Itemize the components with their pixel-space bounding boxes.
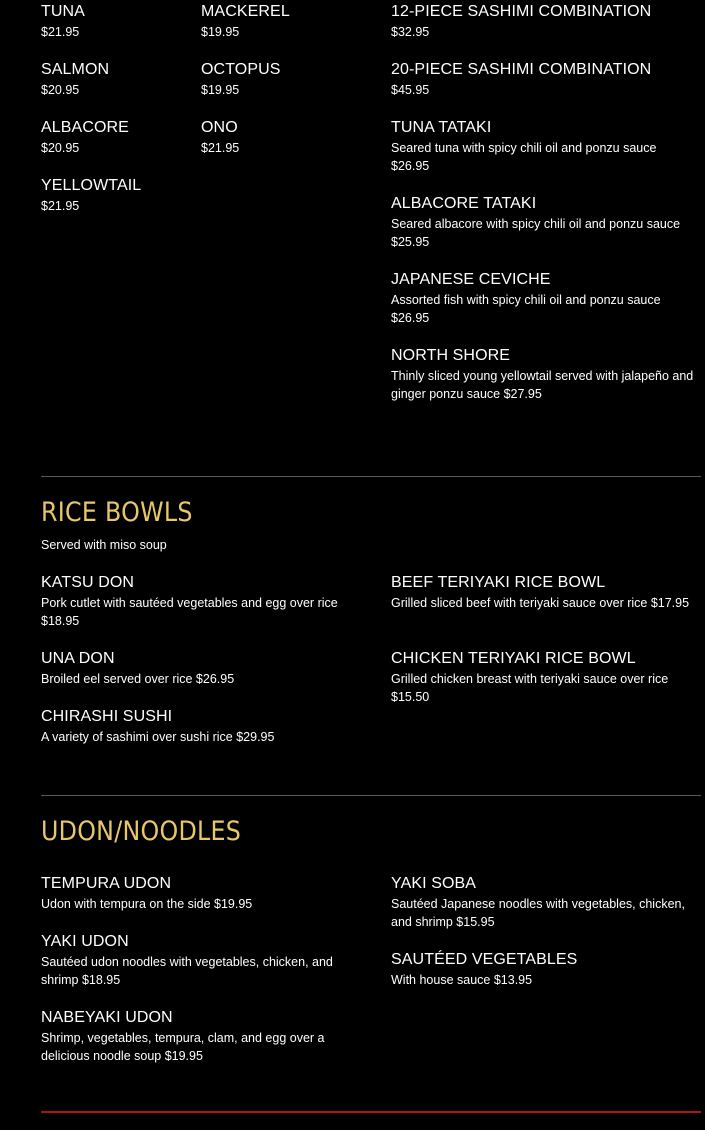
item-name: 12-PIECE SASHIMI COMBINATION	[391, 3, 652, 20]
item-description: Sautéed udon noodles with vegetables, chicken, and shrimp $18.95	[41, 955, 333, 987]
item-price: $19.95	[201, 25, 240, 39]
menu-item-albacore	[41, 118, 129, 157]
item-price: $19.95	[201, 83, 240, 97]
menu-item-mackerel	[201, 2, 290, 41]
item-name: TUNA	[41, 3, 85, 20]
item-name: YELLOWTAIL	[41, 177, 142, 194]
item-description: Udon with tempura on the side $19.95	[41, 897, 253, 911]
menu-item-una-don	[41, 649, 346, 688]
item-description: Assorted fish with spicy chili oil and ponzu sauce	[391, 293, 661, 307]
item-name: ONO	[201, 119, 238, 136]
item-name: ALBACORE TATAKI	[391, 195, 537, 212]
item-price: $26.95	[391, 159, 430, 173]
item-price: $26.95	[391, 311, 430, 325]
item-description: Broiled eel served over rice $26.95	[41, 672, 235, 686]
item-price: $20.95	[41, 83, 80, 97]
item-price: $21.95	[201, 141, 240, 155]
item-description: Shrimp, vegetables, tempura, clam, and egg over a delicious noodle soup $19.95	[41, 1031, 325, 1063]
item-name: SAUTÉED VEGETABLES	[391, 951, 578, 968]
item-name: TEMPURA UDON	[41, 875, 172, 892]
item-description: Grilled chicken breast with teriyaki sauce over rice $15.50	[391, 672, 669, 704]
item-name: YAKI UDON	[41, 933, 129, 950]
item-name: BEEF TERIYAKI RICE BOWL	[391, 574, 606, 591]
item-description: Thinly sliced young yellowtail served with jalapeño and ginger ponzu sauce $27.95	[391, 369, 694, 401]
menu-item-ono	[201, 118, 239, 157]
menu-item-tuna	[41, 2, 85, 41]
item-price: $25.95	[391, 235, 430, 249]
menu-item-beef-teriyaki-bowl	[391, 573, 691, 612]
item-description: Seared tuna with spicy chili oil and ponzu sauce	[391, 141, 657, 155]
menu-item-salmon	[41, 60, 109, 99]
menu-item-japanese-ceviche	[391, 270, 701, 327]
menu-item-20-piece-combo	[391, 60, 701, 99]
item-name: NORTH SHORE	[391, 347, 511, 364]
menu-item-12-piece-combo	[391, 2, 701, 41]
item-name: JAPANESE CEVICHE	[391, 271, 551, 288]
item-description: A variety of sashimi over sushi rice $29.95	[41, 730, 275, 744]
item-price: $21.95	[41, 25, 80, 39]
footer-accent-rule	[41, 1111, 701, 1113]
menu-item-tuna-tataki	[391, 118, 701, 175]
item-description: Pork cutlet with sautéed vegetables and egg over rice $18.95	[41, 596, 338, 628]
item-name: NABEYAKI UDON	[41, 1009, 173, 1026]
menu-item-albacore-tataki	[391, 194, 703, 251]
item-name: MACKEREL	[201, 3, 290, 20]
menu-item-yaki-soba	[391, 874, 703, 931]
item-name: ALBACORE	[41, 119, 129, 136]
menu-item-katsu-don	[41, 573, 346, 630]
item-name: CHICKEN TERIYAKI RICE BOWL	[391, 650, 636, 667]
section-divider	[41, 476, 701, 477]
item-description: Grilled sliced beef with teriyaki sauce over rice $17.95	[391, 596, 690, 610]
item-name: CHIRASHI SUSHI	[41, 708, 173, 725]
item-price: $21.95	[41, 199, 80, 213]
item-name: OCTOPUS	[201, 61, 281, 78]
item-name: SALMON	[41, 61, 110, 78]
menu-item-yellowtail	[41, 176, 141, 215]
section-divider	[41, 795, 701, 796]
item-name: KATSU DON	[41, 574, 135, 591]
menu-item-yaki-udon	[41, 932, 341, 989]
section-title: RICE BOWLS	[41, 497, 193, 528]
item-description: Sautéed Japanese noodles with vegetables, chicken, and shrimp $15.95	[391, 897, 685, 929]
menu-item-chicken-teriyaki-bowl	[391, 649, 696, 706]
item-price: $32.95	[391, 25, 430, 39]
item-name: UNA DON	[41, 650, 115, 667]
menu-item-north-shore	[391, 346, 697, 403]
menu-item-sauteed-vegetables	[391, 950, 696, 989]
menu-item-nabeyaki-udon	[41, 1008, 351, 1065]
item-description: With house sauce $13.95	[391, 973, 533, 987]
item-name: YAKI SOBA	[391, 875, 477, 892]
item-price: $20.95	[41, 141, 80, 155]
item-name: TUNA TATAKI	[391, 119, 492, 136]
menu-item-tempura-udon	[41, 874, 346, 913]
section-title: UDON/NOODLES	[41, 816, 242, 847]
item-description: Seared albacore with spicy chili oil and ponzu sauce	[391, 217, 681, 231]
item-name: 20-PIECE SASHIMI COMBINATION	[391, 61, 652, 78]
section-subtitle: Served with miso soup	[41, 538, 167, 552]
item-price: $45.95	[391, 83, 430, 97]
menu-item-octopus	[201, 60, 281, 99]
menu-item-chirashi-sushi	[41, 707, 346, 746]
